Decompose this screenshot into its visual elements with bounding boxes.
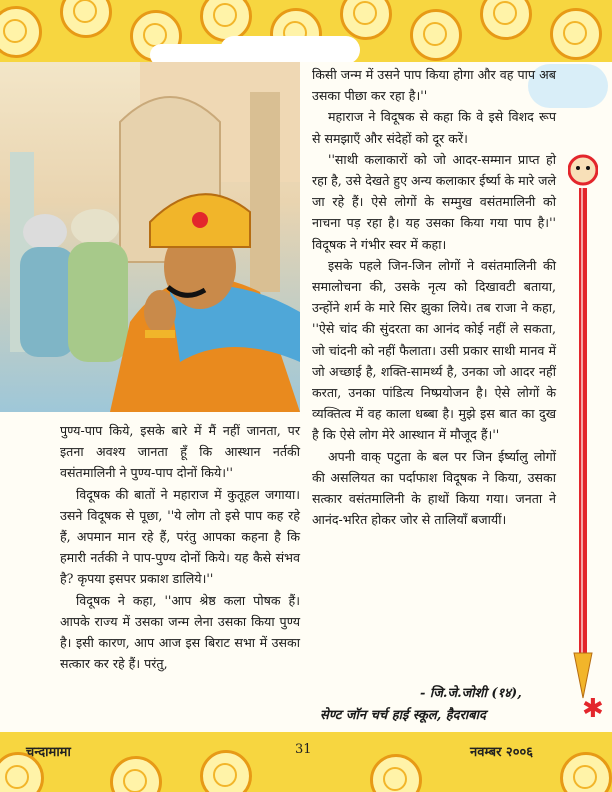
- star-icon: ✱: [582, 694, 604, 724]
- swirl-motif: [200, 750, 252, 792]
- paragraph: महाराज ने विदूषक से कहा कि वे इसे विशद रूप से समझाएँ और संदेहों को दूर करें।: [312, 109, 556, 146]
- swirl-motif: [60, 0, 112, 38]
- issue-date: नवम्बर २००६: [470, 745, 533, 760]
- paragraph: अपनी वाक् पटुता के बल पर जिन ईर्ष्यालु लोगों की असलियत का पर्दाफाश विदूषक ने किया, उसका सत्कार वसंतमालिनी के हाथों किया गया। जनता ने आनंद-भरित होकर जोर से तालियाँ बजायीं।: [312, 448, 556, 528]
- page-number: 31: [295, 742, 312, 757]
- swirl-motif: [410, 9, 462, 61]
- magazine-name: चन्दामामा: [26, 745, 71, 760]
- cloud: [220, 36, 360, 62]
- paragraph: किसी जन्म में उसने पाप किया होगा और वह पाप अब उसका पीछा कर रहा है।'': [312, 67, 556, 104]
- swirl-motif: [340, 0, 392, 40]
- left-column: [60, 420, 300, 674]
- paragraph: ''साथी कलाकारों को जो आदर-सम्मान प्राप्त हो रहा है, उसे देखते हुए अन्य कलाकार ईर्ष्या के मारे जले जा रहे हैं। ऐसे लोगों के सम्मुख वसंतमालिनी को नाचना पड़ रहा है। यह उसका किया गया पाप है।'' विदूषक ने गंभीर स्वर में कहा।: [312, 151, 556, 252]
- king-illustration-art: [0, 62, 300, 412]
- cloud: [150, 44, 240, 62]
- paragraph: विदूषक ने कहा, ''आप श्रेष्ठ कला पोषक हैं। आपके राज्य में उसका जन्म लेना उसका किया पुण्य है। इसी कारण, आप आज इस बिराट सभा में उसका सत्कार कर रहे हैं। परंतु,: [60, 592, 300, 672]
- swirl-motif: [0, 6, 42, 58]
- author-school: सेण्ट जॉन चर्च हाई स्कूल, हैदराबाद: [320, 708, 486, 723]
- pencil-mascot-art: [568, 148, 598, 708]
- top-border: [0, 0, 612, 62]
- right-column: [312, 64, 556, 530]
- swirl-motif: [480, 0, 532, 40]
- swirl-motif: [110, 756, 162, 792]
- swirl-motif: [560, 752, 612, 792]
- swirl-motif: [370, 754, 422, 792]
- king-illustration: [0, 62, 300, 412]
- paragraph: इसके पहले जिन-जिन लोगों ने वसंतमालिनी की समालोचना की, उसके नृत्य को दिखावटी बताया, उन्होंने शर्म के मारे सिर झुका लिये। तब राजा ने कहा, ''ऐसे चांद की सुंदरता का आनंद कोई नहीं ले सकता, जो चांदनी को नहीं फैलाता। उसी प्रकार साथी मानव में जो अच्छाई है, शक्ति-सामर्थ्य है, उनका जो आदर नहीं करता, उनका पांडित्य निष्प्रयोजन है। ऐसे लोगों के व्यक्तित्व में वह काला धब्बा है। मुझे इस बात का दुख है कि ऐसे लोग मेरे आस्थान में मौजूद हैं।'': [312, 257, 556, 443]
- author-name: - जि.जे.जोशी (१४),: [420, 686, 522, 701]
- paragraph: पुण्य-पाप किये, इसके बारे में मैं नहीं जानता, पर इतना अवश्य जानता हूँ कि आस्थान नर्तकी वसंतमालिनी ने पुण्य-पाप दोनों किये।'': [60, 423, 300, 481]
- paragraph: विदूषक की बातों ने महाराज में कुतूहल जगाया। उसने विदूषक से पूछा, ''ये लोग तो इसे पाप कह रहे हैं, अपमान मान रहे हैं, परंतु आपका कहना है कि हमारी नर्तकी ने पाप-पुण्य दोनों किये। यह कैसे संभव है? कृपया इसपर प्रकाश डालिये।'': [60, 486, 300, 587]
- bottom-border: [0, 732, 612, 792]
- swirl-motif: [550, 8, 602, 60]
- pencil-mascot: [568, 148, 598, 708]
